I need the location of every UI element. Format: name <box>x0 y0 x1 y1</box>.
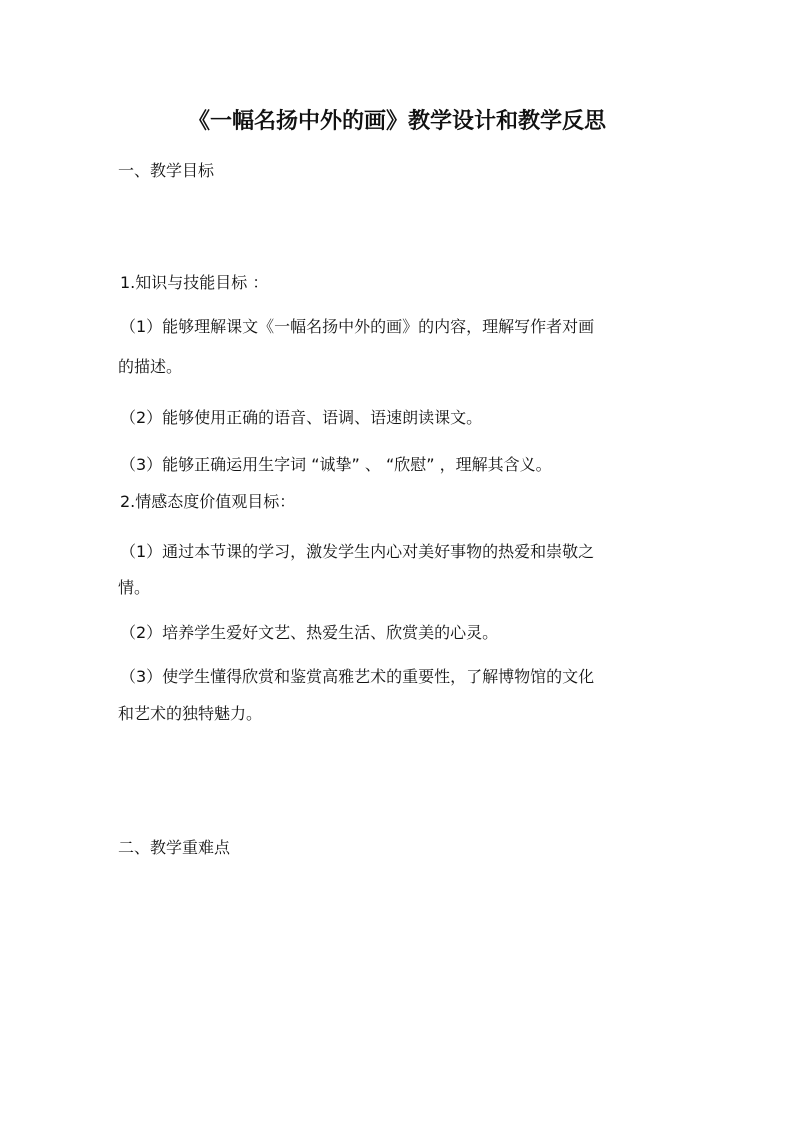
goal1-item1-line2: 的描述。 <box>118 357 183 376</box>
goal2-item3-line2: 和艺术的独特魅力。 <box>118 704 263 723</box>
section-heading-key-difficulties: 二、教学重难点 <box>118 838 231 857</box>
document-title: 《一幅名扬中外的画》教学设计和教学反思 <box>187 109 606 134</box>
goal2-item2: （2）培养学生爱好文艺、热爱生活、欣赏美的心灵。 <box>120 623 499 642</box>
knowledge-skills-goal-heading: 1.知识与技能目标 ： <box>120 273 269 292</box>
goal1-item1-line1: （1）能够理解课文《一幅名扬中外的画》的内容，理解写作者对画 <box>120 317 595 336</box>
section-heading-teaching-goals: 一、教学目标 <box>118 161 215 180</box>
emotional-values-goal-heading: 2.情感态度价值观目标： <box>120 492 296 511</box>
goal2-item3-line1: （3）使学生懂得欣赏和鉴赏高雅艺术的重要性，了解博物馆的文化 <box>120 667 595 686</box>
goal1-item2: （2）能够使用正确的语音、语调、语速朗读课文。 <box>120 408 483 427</box>
goal2-item1-line1: （1）通过本节课的学习，激发学生内心对美好事物的热爱和崇敬之 <box>120 542 595 561</box>
goal2-item1-line2: 情。 <box>118 578 151 597</box>
goal1-item3: （3）能够正确运用生字词 “诚挚” 、 “欣慰” ，理解其含义。 <box>120 455 552 474</box>
